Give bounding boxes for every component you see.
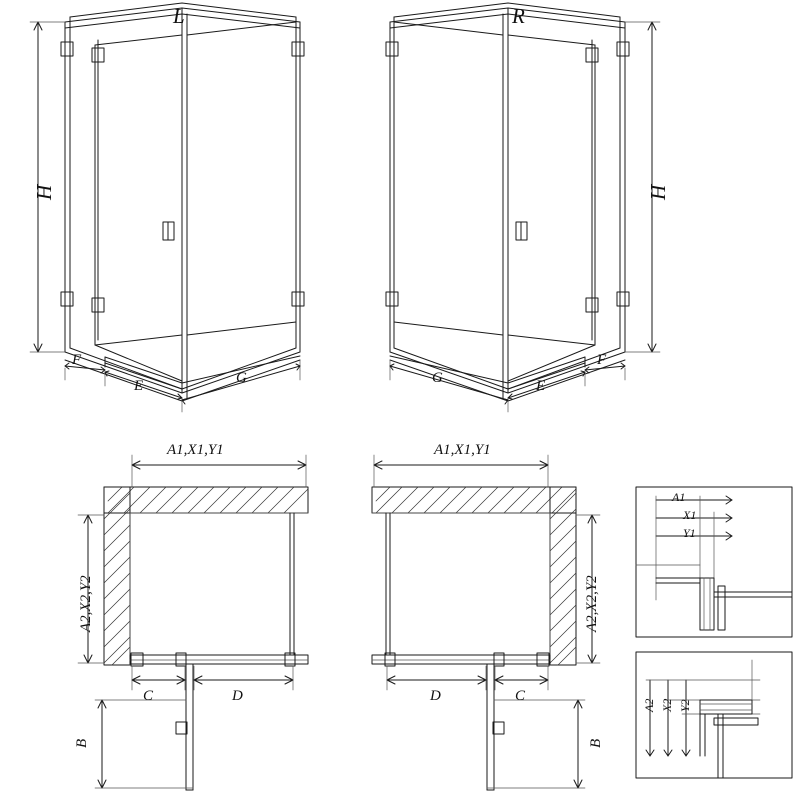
dim-d-right: D (430, 688, 441, 704)
dim-c-left: C (143, 688, 154, 704)
detail-x1-label: X1 (683, 508, 697, 522)
dim-a2x2y2-left: A2,X2,Y2 (78, 575, 94, 632)
dim-f-right: F (597, 352, 607, 368)
title-left: L (173, 4, 185, 28)
detail-a1-label: A1 (672, 490, 686, 504)
detail-y2-label: Y2 (678, 699, 692, 712)
iso-right-group (386, 3, 660, 412)
dim-f-left: F (72, 352, 82, 368)
dim-a1x1y1-left: A1,X1,Y1 (167, 442, 224, 458)
dim-d-left: D (232, 688, 243, 704)
dim-a2x2y2-right: A2,X2,Y2 (584, 575, 600, 632)
dim-g-right: G (432, 370, 443, 386)
dim-e-left: E (134, 378, 144, 394)
dim-c-right: C (515, 688, 526, 704)
dim-b-left: B (74, 738, 90, 748)
dim-a1x1y1-right: A1,X1,Y1 (434, 442, 491, 458)
plan-left-group (78, 455, 308, 790)
detail-y1-label: Y1 (683, 526, 696, 540)
dim-h-right: H (646, 184, 670, 200)
detail-lower-group (636, 652, 792, 778)
dim-b-right: B (588, 738, 604, 748)
dim-h-left: H (32, 184, 56, 200)
dim-e-right: E (536, 378, 546, 394)
title-right: R (512, 4, 525, 28)
detail-a2-label: A2 (642, 698, 656, 712)
detail-upper-group (636, 487, 792, 637)
detail-x2-label: X2 (660, 698, 674, 712)
iso-left-group (30, 3, 304, 412)
plan-right-group (372, 455, 600, 790)
dim-g-left: G (236, 370, 247, 386)
